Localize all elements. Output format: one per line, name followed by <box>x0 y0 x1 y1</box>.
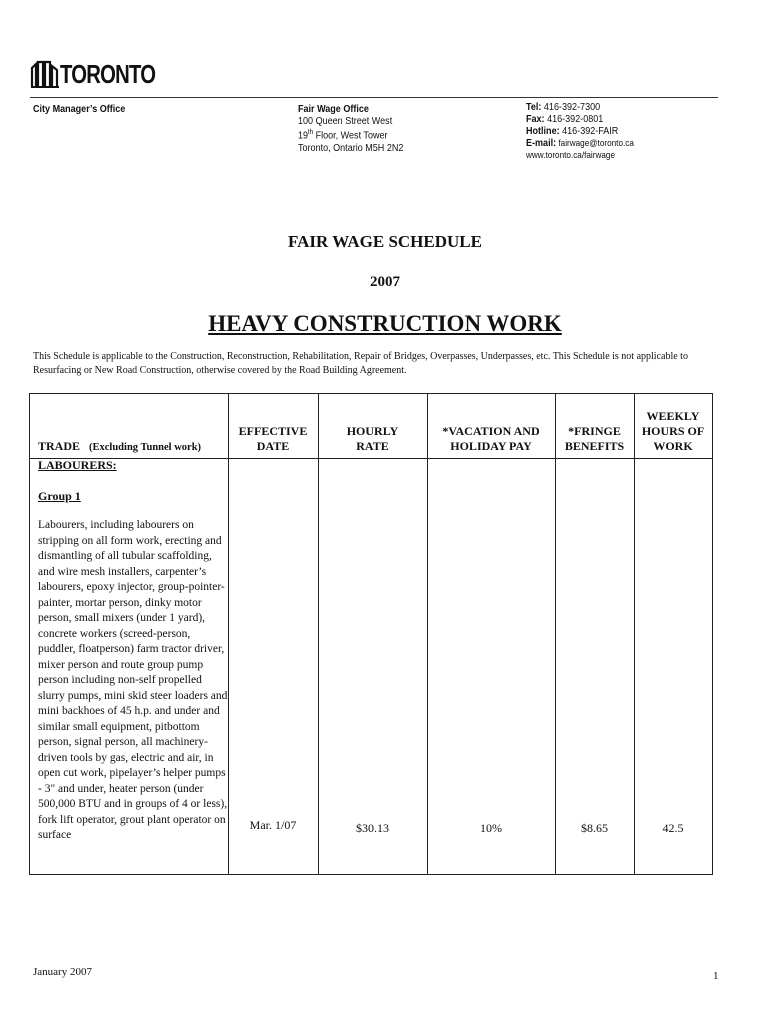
cell-weekly-hours: 42.5 <box>662 821 684 835</box>
contact-info <box>526 101 634 162</box>
th-trade: TRADE (Excluding Tunnel work) <box>38 439 202 453</box>
trade-description: Labourers, including labourers on stripping on all form work, erecting and dismantling of all tubular scaffolding, and wire mesh installers, carpenter’s labourers, epoxy injector, group-pointer-painter, mortar person, dinky motor person, small mixers (under 1 yard), concrete workers (screed-person, puddler, floatperson) farm tractor driver, mixer person and route group pump person including non-self propelled slurry pumps, mini skid steer loaders and mini backhoes of 45 h.p. and under and similar small equipment, pitbottom person, signal person, all machinery-driven tools by gas, electric and air, in open cut work, pipelayer’s helper pumps - 3" and under, heater person (under 500,000 BTU and in groups of 4 or less), fork lift operator, grout plant operator on surface <box>38 519 228 841</box>
tel-line: Tel: 416-392-7300 <box>526 101 601 113</box>
schedule-heading: HEAVY CONSTRUCTION WORK <box>208 311 562 336</box>
th-hourly-rate: HOURLY RATE <box>346 424 399 453</box>
intro-paragraph: This Schedule is applicable to the Construction, Reconstruction, Rehabilitation, Repair of Bridges, Overpasses, Underpasses, etc. This Schedule is not applicable to Resurfacing or New Road Construction, otherwise covered by the Road Building Agreement. <box>33 351 688 376</box>
wage-table <box>29 393 713 875</box>
fair-wage-office-title: Fair Wage Office <box>298 103 369 115</box>
email-line: E-mail: fairwage@toronto.ca <box>526 137 634 149</box>
address-line-1: 100 Queen Street West <box>298 115 393 127</box>
group-label: Group 1 <box>38 489 81 503</box>
th-weekly-hours: WEEKLY HOURS OF WORK <box>641 409 705 453</box>
hotline-line: Hotline: 416-392-FAIR <box>526 125 619 137</box>
cell-hourly-rate: $30.13 <box>356 821 389 835</box>
col-vacation <box>427 394 556 874</box>
website-link[interactable]: www.toronto.ca/fairwage <box>526 150 616 161</box>
schedule-title: FAIR WAGE SCHEDULE <box>288 232 482 251</box>
th-vacation: *VACATION AND HOLIDAY PAY <box>442 424 540 453</box>
th-effective-date: EFFECTIVE DATE <box>238 424 308 453</box>
col-fringe <box>555 394 635 874</box>
header-rule <box>30 97 718 98</box>
fair-wage-office-address <box>298 103 403 154</box>
col-effective-date <box>228 394 319 874</box>
cell-effective-date: Mar. 1/07 <box>249 818 297 832</box>
address-line-3: Toronto, Ontario M5H 2N2 <box>298 141 404 154</box>
schedule-year: 2007 <box>370 274 400 290</box>
col-hourly-rate <box>318 394 428 874</box>
address-line-2: 19th Floor, West Tower <box>298 129 388 142</box>
footer-date: January 2007 <box>33 966 92 978</box>
header-divider <box>30 458 712 459</box>
page-number: 1 <box>713 970 719 982</box>
fax-line: Fax: 416-392-0801 <box>526 113 604 125</box>
th-fringe: *FRINGE BENEFITS <box>564 424 625 453</box>
cell-vacation: 10% <box>480 821 502 835</box>
toronto-logo <box>30 55 170 93</box>
office-name: City Manager’s Office <box>33 103 126 115</box>
logo-text: TORONTO <box>60 59 156 89</box>
cell-fringe: $8.65 <box>581 821 608 835</box>
section-labourers: LABOURERS: <box>38 458 117 472</box>
city-hall-icon <box>30 58 60 88</box>
